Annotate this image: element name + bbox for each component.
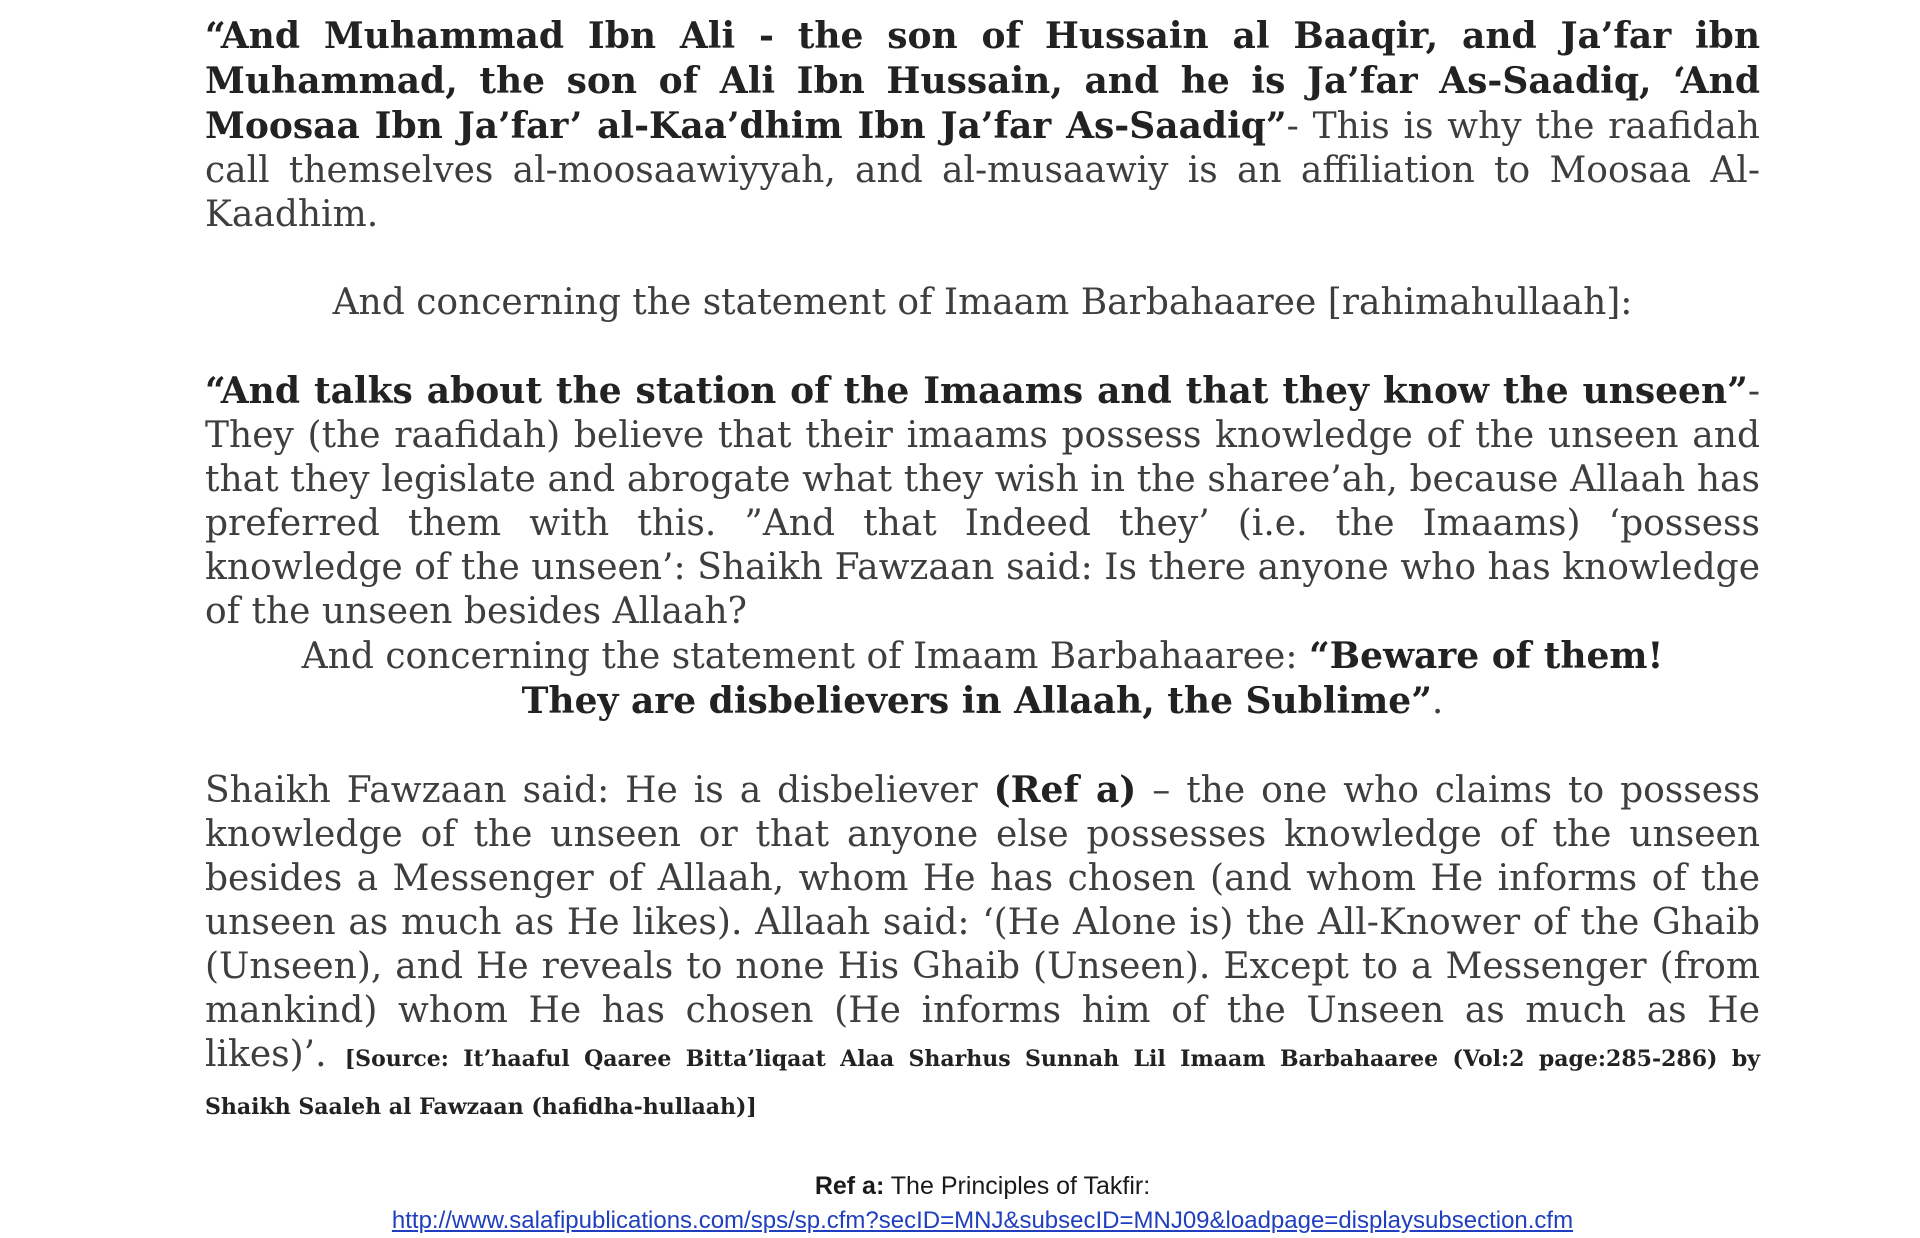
reference-link[interactable]: http://www.salafipublications.com/sps/sp.cfm?secID=MNJ&subsecID=MNJ09&loadpage=displaysubsection.cfm [391,1207,1574,1234]
disbeliever-text-a: Shaikh Fawzaan said: He is a disbeliever [205,770,994,811]
quoted-text-lineage: “And Muhammad Ibn Ali - the son of Hussain al Baaqir, and Ja’far ibn Muhammad, the son of Ali Ibn Hussain, and he is Ja’far As-Saadiq, ‘And Moosaa Ibn Ja’far’ al-Kaa’dhim Ibn Ja’far As-Saadiq” [205,15,1760,147]
paragraph-lineage [205,14,1760,237]
reference-block [205,1169,1760,1238]
source-citation: [Source: It’haaful Qaaree Bitta’liqaat Alaa Sharhus Sunnah Lil Imaam Barbahaaree (Vol:2 page:285-286) by Shaikh Saaleh al Fawzaan (hafidha-hullaah)] [205,1046,1760,1120]
ref-a-marker: (Ref a) [993,769,1137,811]
statement-beware-intro: And concerning the statement of Imaam Barbahaaree: [301,636,1309,677]
heading-statement-1: And concerning the statement of Imaam Barbahaaree [rahimahullaah]: [332,282,1633,323]
statement-beware-end: . [1431,681,1444,722]
reference-label: Ref a: [814,1172,885,1200]
commentary-imaams: - They (the raafidah) believe that their imaams possess knowledge of the unseen and that they legislate and abrogate what they wish in the sharee’ah, because Allaah has preferred them with this. ”And that Indeed they’ (i.e. the Imaams) ‘possess knowledge of the unseen’: Shaikh Fawzaan said: Is there anyone who has knowledge of the unseen besides Allaah? [205,371,1760,632]
reference-text: The Principles of Takfir: [884,1172,1151,1200]
quoted-text-beware: “Beware of them! They are disbelievers in Allaah, the Sublime” [521,635,1664,722]
reference-title [205,1169,1760,1203]
disbeliever-text-b: – the one who claims to possess knowledge of the unseen or that anyone else possesses knowledge of the unseen besides a Messenger of Allaah, whom He has chosen (and whom He informs of the unseen as much as He likes). Allaah said: ‘(He Alone is) the All-Knower of the Ghaib (Unseen), and He reveals to none His Ghaib (Unseen). Except to a Messenger (from mankind) whom He has chosen (He informs him of the Unseen as much as He likes)’. [205,770,1761,1075]
quoted-text-imaams: “And talks about the station of the Imaams and that they know the unseen” [205,370,1748,412]
statement-beware [205,634,1760,724]
paragraph-disbeliever [205,768,1760,1129]
paragraph-imaams-unseen [205,369,1760,634]
commentary-lineage: - This is why the raafidah call themselves al-moosaawiyyah, and al-musaawiy is an affiliation to Moosaa Al-Kaadhim. [205,106,1760,235]
